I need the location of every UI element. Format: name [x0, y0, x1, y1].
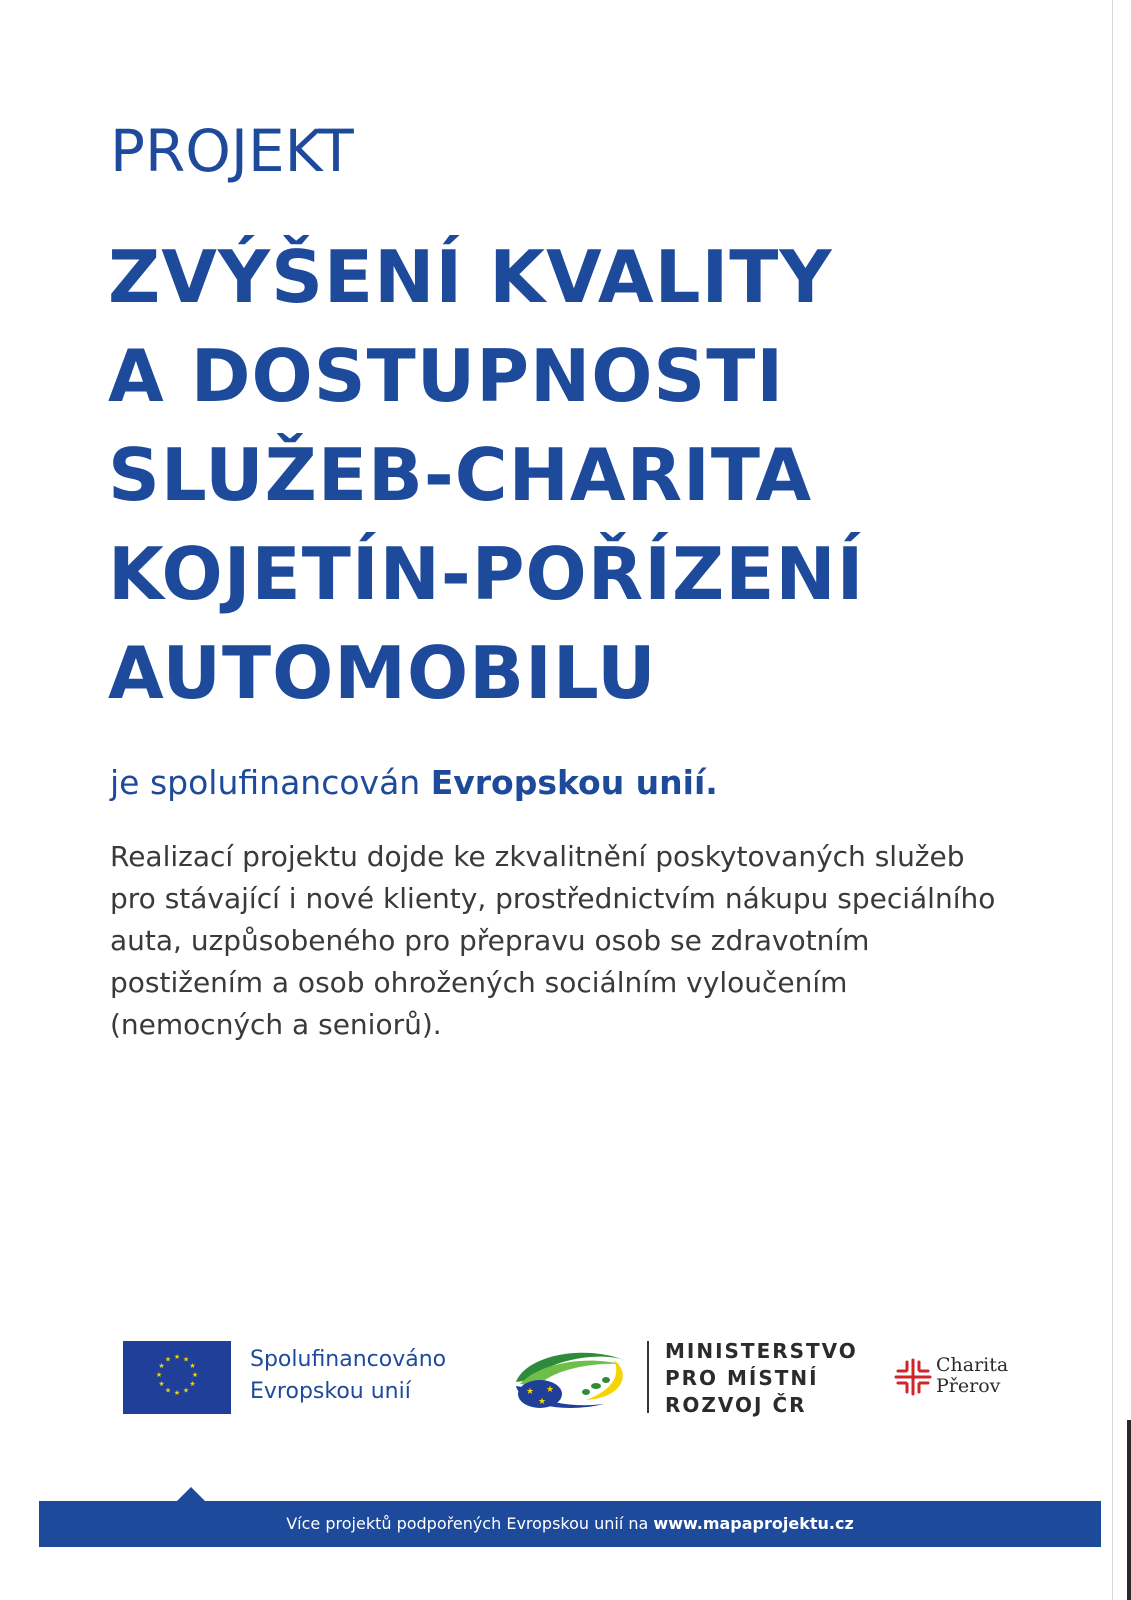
cofinancing-statement: [110, 763, 718, 802]
title-line: A DOSTUPNOSTI: [108, 334, 785, 418]
title-line: AUTOMOBILU: [108, 631, 657, 715]
svg-text:★: ★: [182, 1355, 190, 1364]
charita-logo-text: [936, 1355, 1008, 1397]
description-line: Realizací projektu dojde ke zkvalitnění poskytovaných služeb: [110, 840, 965, 873]
svg-text:★: ★: [155, 1371, 163, 1379]
project-description: [110, 836, 1010, 1046]
svg-text:★: ★: [173, 1389, 181, 1397]
page-edge-shadow: [1127, 1420, 1131, 1600]
description-line: auta, uzpůsobeného pro přepravu osob se zdravotním: [110, 924, 870, 957]
cofinancing-prefix: je spolufinancován: [110, 763, 431, 802]
description-line: (nemocných a seniorů).: [110, 1008, 442, 1041]
charita-cross-icon: [894, 1358, 932, 1396]
charita-logo-line: Charita: [936, 1354, 1009, 1376]
page-edge: [1112, 0, 1113, 1600]
project-title: [108, 228, 1008, 723]
eu-flag-icon: [123, 1341, 231, 1414]
svg-text:★: ★: [538, 1397, 547, 1407]
svg-text:★: ★: [191, 1371, 199, 1379]
svg-text:★: ★: [164, 1386, 172, 1395]
title-line: KOJETÍN-POŘÍZENÍ: [108, 532, 865, 616]
svg-text:★: ★: [189, 1380, 196, 1388]
footer-text: Více projektů podpořených Evropskou unií na: [286, 1514, 654, 1533]
mmr-emblem-icon: [512, 1342, 630, 1414]
eu-logo-line: Evropskou unií: [250, 1379, 411, 1404]
svg-text:★: ★: [546, 1385, 555, 1395]
mmr-logo-line: PRO MÍSTNÍ: [665, 1366, 819, 1390]
svg-text:★: ★: [158, 1362, 165, 1370]
eu-logo-line: Spolufinancováno: [250, 1347, 447, 1372]
project-kicker: PROJEKT: [110, 117, 354, 185]
title-line: SLUŽEB-CHARITA: [108, 433, 813, 517]
description-line: postižením a osob ohrožených sociálním vyloučením: [110, 966, 848, 999]
mmr-divider: [647, 1341, 649, 1413]
title-line: ZVÝŠENÍ KVALITY: [108, 235, 833, 319]
svg-text:★: ★: [158, 1380, 165, 1388]
svg-text:★: ★: [173, 1353, 181, 1361]
mmr-logo-text: [665, 1338, 858, 1419]
description-line: pro stávající i nové klienty, prostřednictvím nákupu speciálního: [110, 882, 996, 915]
cofinancing-eu: Evropskou unií.: [430, 763, 718, 802]
svg-text:★: ★: [189, 1362, 196, 1370]
eu-cofinanced-logo-text: [250, 1344, 446, 1408]
footer-link[interactable]: www.mapaprojektu.cz: [653, 1514, 854, 1533]
mmr-logo-line: MINISTERSTVO: [665, 1339, 858, 1363]
charita-logo-line: Přerov: [936, 1375, 1001, 1397]
footer-bar: [39, 1501, 1101, 1547]
svg-text:★: ★: [164, 1355, 172, 1364]
svg-text:★: ★: [182, 1386, 190, 1395]
svg-text:★: ★: [526, 1387, 535, 1397]
footer-notch: [176, 1487, 206, 1502]
mmr-logo-line: ROZVOJ ČR: [665, 1393, 807, 1417]
